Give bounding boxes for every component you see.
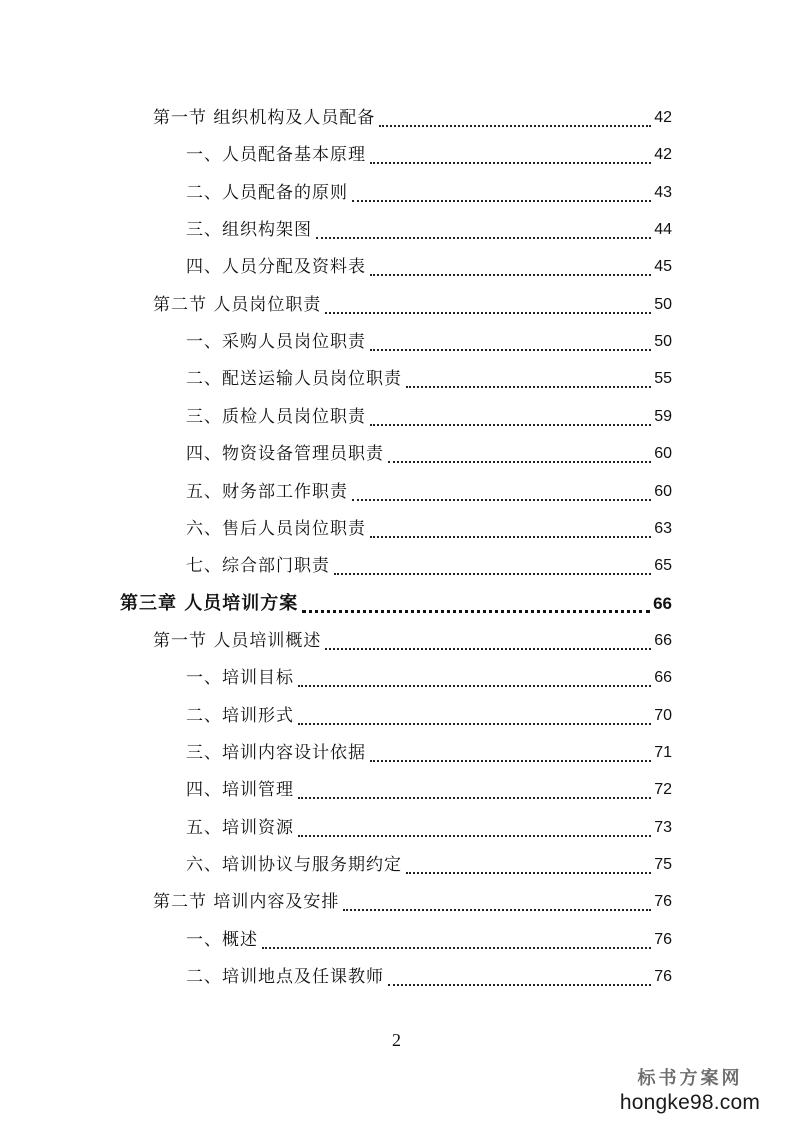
toc-entry-page-number: 71 bbox=[654, 743, 672, 761]
toc-entry-page-number: 43 bbox=[654, 183, 672, 201]
toc-entry-item bbox=[186, 774, 672, 806]
toc-entry-page-number: 42 bbox=[654, 109, 672, 126]
toc-entry-title: 一、培训目标 bbox=[186, 668, 294, 689]
toc-entry-item bbox=[186, 214, 672, 246]
toc-entry-title: 三、培训内容设计依据 bbox=[186, 742, 366, 763]
toc-leader-dots bbox=[298, 795, 651, 799]
toc-leader-dots bbox=[325, 646, 651, 650]
toc-entry-item bbox=[186, 177, 672, 209]
toc-entry-item bbox=[186, 326, 672, 358]
toc-entry-title: 二、配送运输人员岗位职责 bbox=[186, 369, 402, 390]
toc-entry-page-number: 72 bbox=[654, 781, 672, 799]
toc-entry-page-number: 42 bbox=[654, 146, 672, 164]
toc-entry-page-number: 50 bbox=[654, 295, 672, 313]
toc-entry-section bbox=[153, 289, 672, 321]
toc-entry-item bbox=[186, 550, 672, 582]
toc-leader-dots bbox=[325, 310, 651, 314]
toc-entry-title: 三、质检人员岗位职责 bbox=[186, 406, 366, 427]
toc-entry-page-number: 75 bbox=[654, 856, 672, 873]
toc-entry-title: 第二节 培训内容及安排 bbox=[153, 892, 340, 913]
toc-entry-item bbox=[186, 401, 672, 433]
toc-entry-page-number: 60 bbox=[654, 445, 672, 463]
toc-entry-page-number: 59 bbox=[654, 407, 672, 425]
toc-entry-section bbox=[153, 886, 672, 918]
toc-leader-dots bbox=[370, 347, 651, 351]
toc-leader-dots bbox=[316, 235, 651, 239]
toc-entry-title: 第一节 组织机构及人员配备 bbox=[153, 108, 376, 128]
toc-entry-item bbox=[186, 700, 672, 732]
toc-entry-title: 一、采购人员岗位职责 bbox=[186, 332, 366, 353]
toc-entry-item bbox=[186, 438, 672, 470]
toc-entry-item bbox=[186, 513, 672, 545]
toc-entry-item bbox=[186, 363, 672, 395]
toc-entry-title: 二、培训地点及任课教师 bbox=[186, 967, 384, 988]
toc-entry-item bbox=[186, 139, 672, 171]
toc-leader-dots bbox=[298, 833, 651, 837]
toc-entry-item bbox=[186, 662, 672, 694]
toc-leader-dots bbox=[388, 459, 651, 463]
toc-entry-title: 四、培训管理 bbox=[186, 780, 294, 801]
toc-entry-title: 三、组织构架图 bbox=[186, 220, 312, 241]
toc-entry-title: 六、培训协议与服务期约定 bbox=[186, 855, 402, 875]
toc-entry-title: 六、售后人员岗位职责 bbox=[186, 518, 366, 539]
toc-entry-page-number: 76 bbox=[654, 930, 672, 948]
toc-entry-page-number: 66 bbox=[654, 631, 672, 649]
toc-leader-dots bbox=[379, 123, 651, 127]
toc-entry-chapter bbox=[120, 588, 672, 620]
toc-entry-page-number: 66 bbox=[653, 593, 672, 613]
toc-entry-item bbox=[186, 961, 672, 993]
page-number: 2 bbox=[392, 1030, 401, 1050]
toc-entry-title: 四、物资设备管理员职责 bbox=[186, 444, 384, 465]
toc-leader-dots bbox=[298, 683, 651, 687]
toc-leader-dots bbox=[370, 534, 651, 538]
toc-entry-page-number: 44 bbox=[654, 221, 672, 239]
toc-entry-title: 一、概述 bbox=[186, 929, 258, 950]
toc-leader-dots bbox=[334, 571, 651, 575]
watermark-site-name: 标书方案网 bbox=[637, 1068, 743, 1089]
toc-entry-page-number: 50 bbox=[654, 333, 672, 351]
toc-entry-page-number: 45 bbox=[654, 258, 672, 276]
toc-entry-item bbox=[186, 737, 672, 769]
toc-leader-dots bbox=[370, 160, 651, 164]
toc-entry-page-number: 60 bbox=[654, 482, 672, 500]
toc-entry-title: 二、人员配备的原则 bbox=[186, 182, 348, 203]
toc-entry-title: 五、财务部工作职责 bbox=[186, 481, 348, 502]
toc-entry-page-number: 65 bbox=[654, 557, 672, 575]
toc-leader-dots bbox=[406, 870, 651, 874]
toc-entry-section bbox=[153, 102, 672, 134]
toc-entry-item bbox=[186, 924, 672, 956]
toc-entry-page-number: 66 bbox=[654, 669, 672, 687]
toc-entry-item bbox=[186, 476, 672, 508]
toc-entry-item bbox=[186, 849, 672, 881]
toc-leader-dots bbox=[406, 384, 651, 388]
toc-entry-title: 七、综合部门职责 bbox=[186, 556, 330, 577]
toc-leader-dots bbox=[370, 422, 651, 426]
toc-entry-title: 第二节 人员岗位职责 bbox=[153, 294, 322, 315]
toc-entry-title: 五、培训资源 bbox=[186, 817, 294, 838]
toc-entry-page-number: 76 bbox=[654, 968, 672, 986]
watermark bbox=[605, 1068, 775, 1116]
toc-entry-page-number: 55 bbox=[654, 370, 672, 388]
toc-leader-dots bbox=[388, 982, 651, 986]
toc-leader-dots bbox=[352, 198, 651, 202]
toc-entry-page-number: 76 bbox=[654, 893, 672, 911]
toc-entry-title: 第一节 人员培训概述 bbox=[153, 630, 322, 651]
toc-leader-dots bbox=[298, 721, 651, 725]
toc-leader-dots bbox=[302, 608, 650, 613]
toc-entry-title: 一、人员配备基本原理 bbox=[186, 145, 366, 166]
toc-entry-title: 四、人员分配及资料表 bbox=[186, 257, 366, 278]
toc-leader-dots bbox=[370, 272, 651, 276]
toc-entry-page-number: 63 bbox=[654, 519, 672, 537]
toc-entry-section bbox=[153, 625, 672, 657]
toc-entry-page-number: 70 bbox=[654, 706, 672, 724]
toc-entry-item bbox=[186, 812, 672, 844]
toc-entry-page-number: 73 bbox=[654, 818, 672, 836]
watermark-url: hongke98.com bbox=[619, 1091, 761, 1114]
toc-entry-title: 第三章 人员培训方案 bbox=[120, 592, 299, 614]
toc-leader-dots bbox=[370, 758, 651, 762]
toc-leader-dots bbox=[352, 497, 651, 501]
toc-leader-dots bbox=[262, 945, 651, 949]
toc-entry-title: 二、培训形式 bbox=[186, 705, 294, 726]
toc-entry-item bbox=[186, 251, 672, 283]
toc-leader-dots bbox=[343, 907, 651, 911]
